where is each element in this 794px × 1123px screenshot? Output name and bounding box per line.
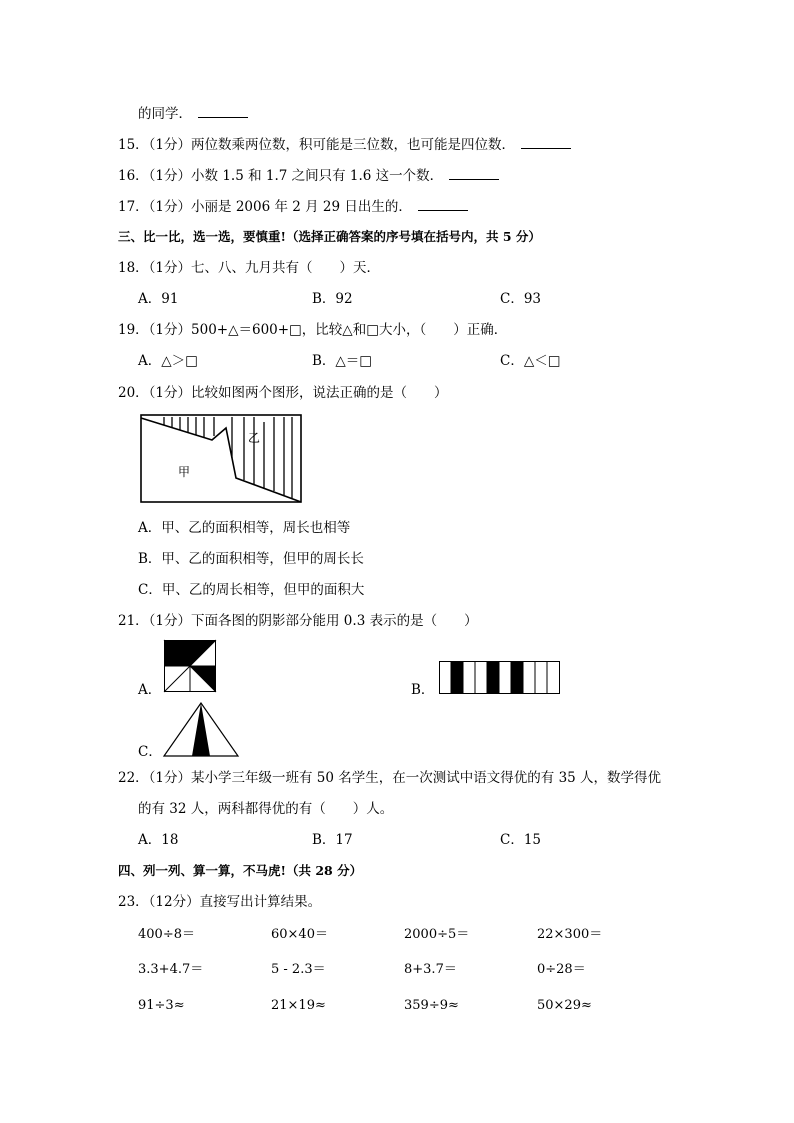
question-22-stem-line1: 22．（1分）某小学三年级一班有 50 名学生，在一次测试中语文得优的有 35 人，数学得优 [118, 770, 662, 786]
q20-option-a[interactable]: A．甲、乙的面积相等，周长也相等 [138, 520, 351, 536]
section-3-title: 三、比一比，选一选，要慎重!（选择正确答案的序号填在括号内，共 5 分） [118, 229, 541, 244]
q22-option-b[interactable]: B．17 [312, 832, 353, 848]
calc-item: 21×19≈ [271, 998, 326, 1013]
q18-option-a[interactable]: A．91 [138, 291, 179, 307]
q18-option-c[interactable]: C．93 [500, 291, 542, 307]
q19-option-c[interactable]: C．△＜□ [500, 353, 561, 369]
calc-item: 359÷9≈ [404, 998, 459, 1013]
question-21-stem: 21．（1分）下面各图的阴影部分能用 0.3 表示的是（ ） [118, 613, 478, 629]
calc-item: 91÷3≈ [138, 998, 185, 1013]
q18-option-b[interactable]: B．92 [312, 291, 353, 307]
answer-blank[interactable] [198, 104, 248, 118]
q21-figure-b [439, 661, 560, 694]
question-16: 16．（1分）小数 1.5 和 1.7 之间只有 1.6 这一个数． [118, 166, 499, 185]
section-4-title: 四、列一列、算一算，不马虎!（共 28 分） [118, 863, 363, 878]
q14-tail: 的同学． [138, 104, 248, 123]
q21-figure-c [163, 702, 239, 757]
calc-item: 50×29≈ [537, 998, 592, 1013]
q21-option-c[interactable]: C． [138, 744, 162, 760]
question-17: 17．（1分）小丽是 2006 年 2 月 29 日出生的． [118, 197, 468, 216]
q20-label-yi: 乙 [248, 431, 261, 445]
q19-option-a[interactable]: A．△＞□ [138, 353, 198, 369]
calc-item: 400÷8＝ [138, 927, 195, 942]
answer-blank[interactable] [521, 135, 571, 149]
calc-item: 60×40＝ [271, 927, 328, 942]
q21-option-a[interactable]: A． [138, 682, 162, 698]
question-15: 15．（1分）两位数乘两位数，积可能是三位数，也可能是四位数． [118, 135, 571, 154]
calc-item: 8+3.7＝ [404, 962, 457, 977]
calc-item: 3.3+4.7＝ [138, 962, 204, 977]
q20-option-c[interactable]: C．甲、乙的周长相等，但甲的面积大 [138, 582, 365, 598]
calc-item: 5 - 2.3＝ [271, 962, 326, 977]
question-18-stem: 18．（1分）七、八、九月共有（ ）天． [118, 260, 381, 276]
calc-item: 0÷28＝ [537, 962, 586, 977]
answer-blank[interactable] [449, 166, 499, 180]
calc-item: 22×300＝ [537, 927, 603, 942]
q19-option-b[interactable]: B．△＝□ [312, 353, 373, 369]
q20-label-jia: 甲 [178, 465, 191, 479]
question-19-stem: 19．（1分）500+△＝600+□，比较△和□大小，（ ）正确． [118, 322, 508, 338]
answer-blank[interactable] [418, 197, 468, 211]
q22-option-a[interactable]: A．18 [138, 832, 179, 848]
q20-option-b[interactable]: B．甲、乙的面积相等，但甲的周长长 [138, 551, 364, 567]
calc-item: 2000÷5＝ [404, 927, 470, 942]
q21-figure-a [164, 640, 216, 692]
question-23-stem: 23．（12分）直接写出计算结果。 [118, 894, 322, 910]
question-20-stem: 20．（1分）比较如图两个图形，说法正确的是（ ） [118, 385, 448, 401]
q20-figure [140, 414, 302, 504]
q22-option-c[interactable]: C．15 [500, 832, 542, 848]
q21-option-b[interactable]: B． [411, 682, 435, 698]
question-22-stem-line2: 的有 32 人，两科都得优的有（ ）人。 [138, 801, 394, 817]
